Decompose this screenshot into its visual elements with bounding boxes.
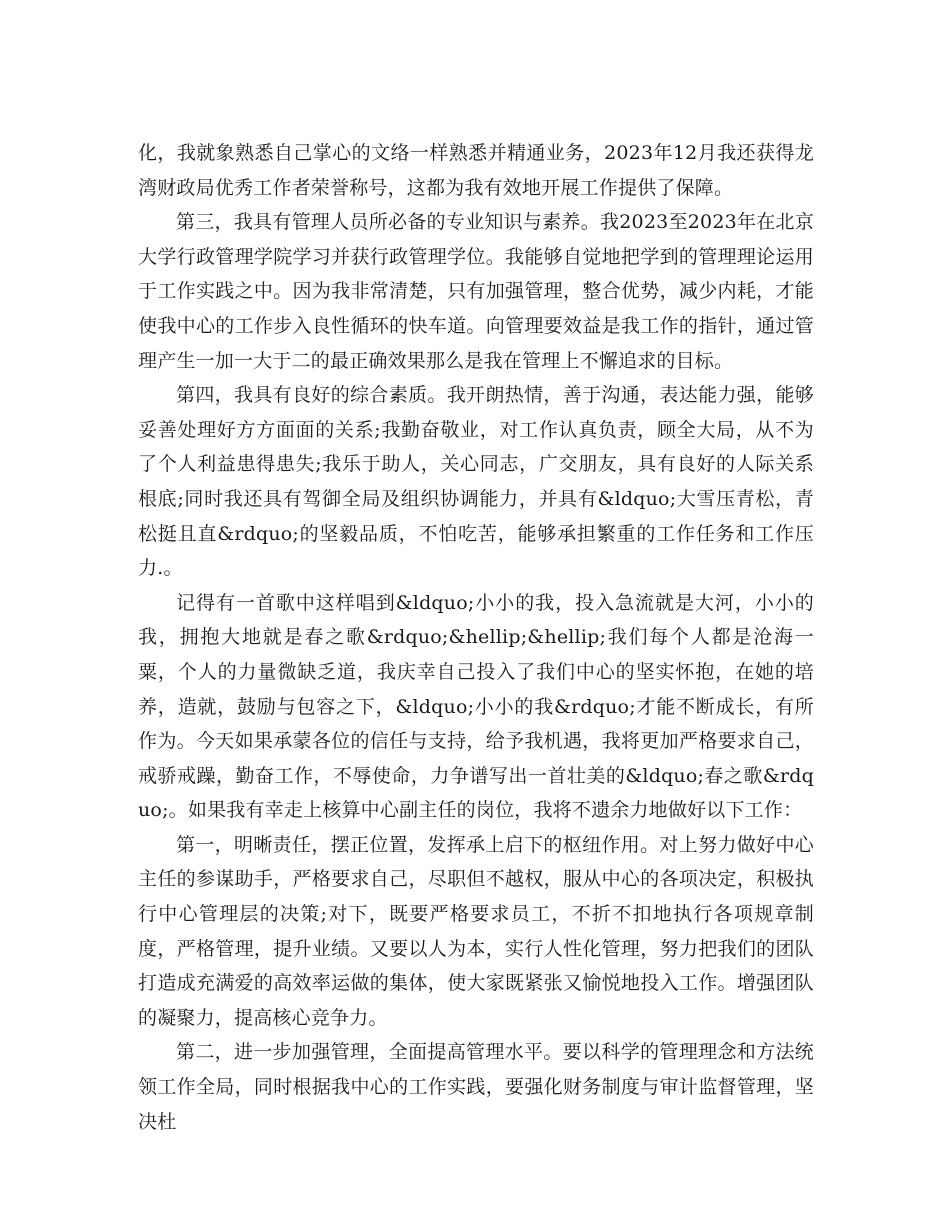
paragraph: 第二，进一步加强管理，全面提高管理水平。要以科学的管理理念和方法统领工作全局，同时根据我中心的工作实践，要强化财务制度与审计监督管理，坚决杜	[138, 1041, 814, 1133]
paragraph: 第三，我具有管理人员所必备的专业知识与素养。我2023至2023年在北京大学行政管理学院学习并获行政管理学位。我能够自觉地把学到的管理理论运用于工作实践之中。因为我非常清楚，只有加强管理，整合优势，减少内耗，才能使我中心的工作步入良性循环的快车道。向管理要效益是我工作的指针，通过管理产生一加一大于二的最正确效果那么是我在管理上不懈追求的目标。	[138, 211, 814, 372]
paragraph: 第四，我具有良好的综合素质。我开朗热情，善于沟通，表达能力强，能够妥善处理好方方面面的关系;我勤奋敬业，对工作认真负责，顾全大局，从不为了个人利益患得患失;我乐于助人，关心同志，广交朋友，具有良好的人际关系根底;同时我还具有驾御全局及组织协调能力，并具有&ldquo;大雪压青松，青松挺且直&rdquo;的坚毅品质，不怕吃苦，能够承担繁重的工作任务和工作压力.。	[138, 384, 814, 580]
paragraph: 化，我就象熟悉自己掌心的文络一样熟悉并精通业务，2023年12月我还获得龙湾财政局优秀工作者荣誉称号，这都为我有效地开展工作提供了保障。	[138, 142, 814, 199]
body-text	[138, 136, 814, 1139]
paragraph: 记得有一首歌中这样唱到&ldquo;小小的我，投入急流就是大河，小小的我，拥抱大地就是春之歌&rdquo;&hellip;&hellip;我们每个人都是沧海一粟，个人的力量微缺乏道，我庆幸自己投入了我们中心的坚实怀抱，在她的培养，造就，鼓励与包容之下，&ldquo;小小的我&rdquo;才能不断成长，有所作为。今天如果承蒙各位的信任与支持，给予我机遇，我将更加严格要求自己，戒骄戒躁，勤奋工作，不辱使命，力争谱写出一首壮美的&ldquo;春之歌&rdquo;。如果我有幸走上核算中心副主任的岗位，我将不遗余力地做好以下工作：	[138, 591, 814, 822]
paragraph: 第一，明晰责任，摆正位置，发挥承上启下的枢纽作用。对上努力做好中心主任的参谋助手，严格要求自己，尽职但不越权，服从中心的各项决定，积极执行中心管理层的决策;对下，既要严格要求员工，不折不扣地执行各项规章制度，严格管理，提升业绩。又要以人为本，实行人性化管理，努力把我们的团队打造成充满爱的高效率运做的集体，使大家既紧张又愉悦地投入工作。增强团队的凝聚力，提高核心竞争力。	[138, 833, 814, 1029]
